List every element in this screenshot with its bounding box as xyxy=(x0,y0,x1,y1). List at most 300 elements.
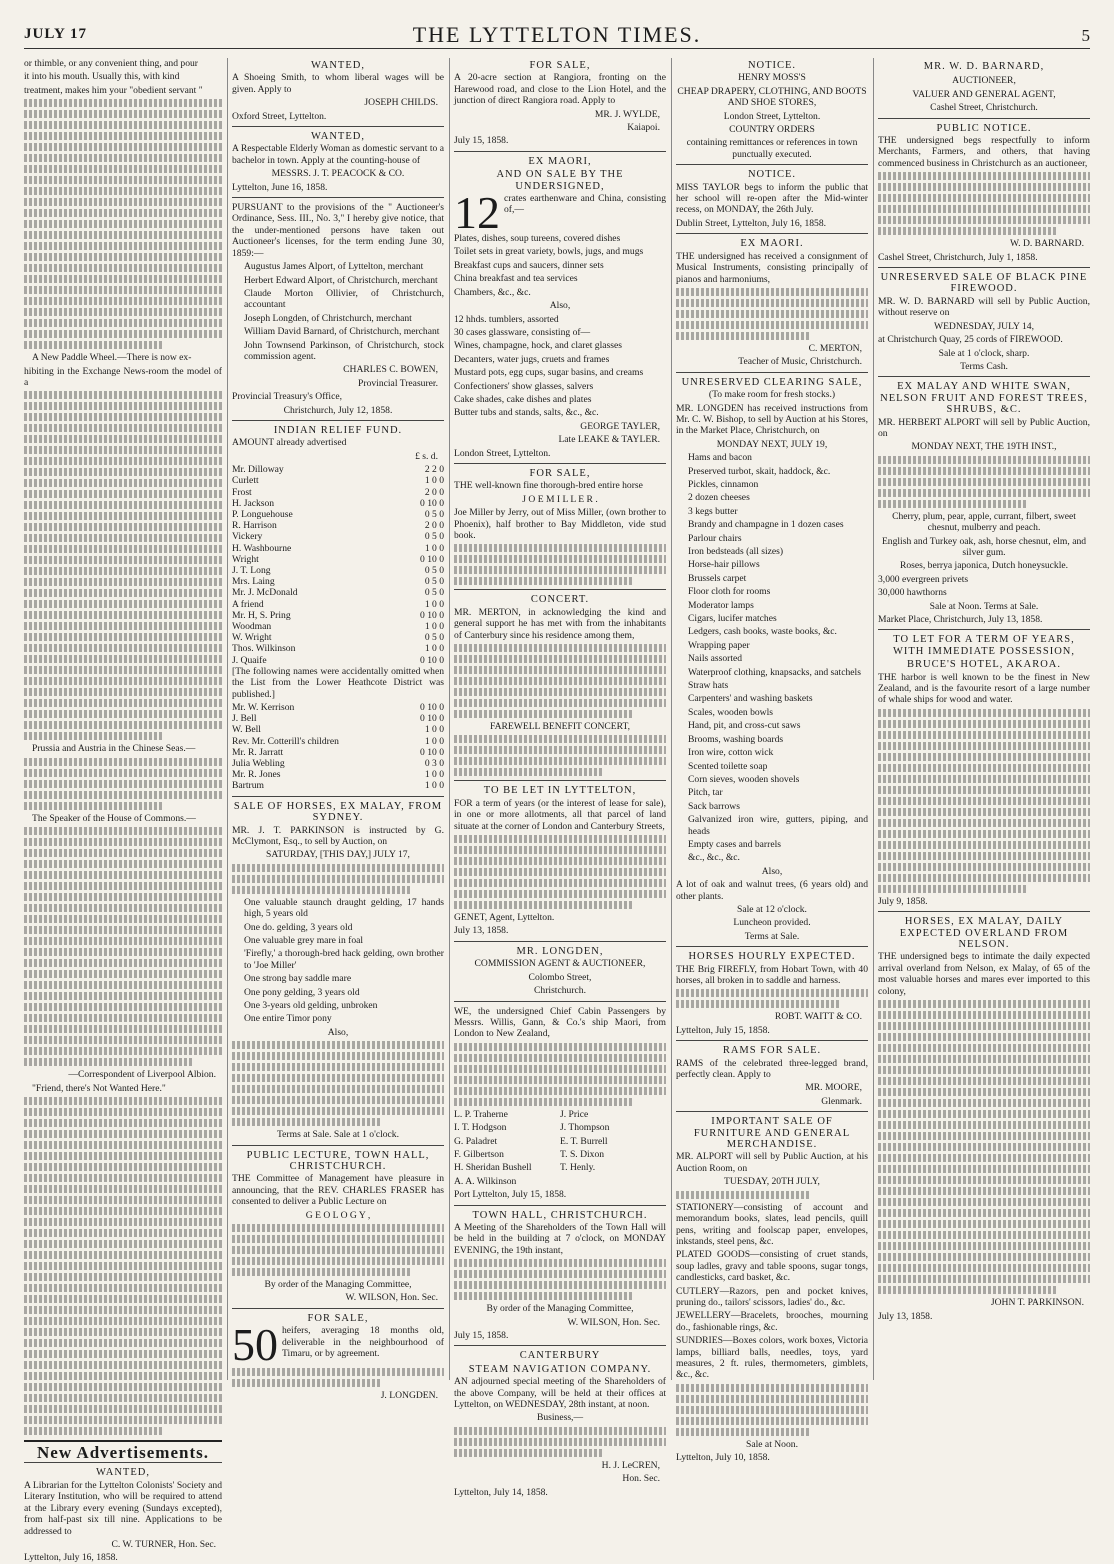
ad-name: HENRY MOSS'S xyxy=(738,72,806,84)
lot-item: Parlour chairs xyxy=(688,532,742,544)
subscription-row xyxy=(232,587,444,598)
ad-signature-title: Teacher of Music, Christchurch. xyxy=(738,356,862,368)
subscription-row xyxy=(232,655,444,666)
lot-item: 3 kegs butter xyxy=(688,505,738,517)
lot-item: Floor cloth for rooms xyxy=(688,586,771,598)
subscription-row xyxy=(232,554,444,565)
subscriber-name: Mr. R. Jarratt xyxy=(232,746,284,758)
subscription-amount: 0 5 0 xyxy=(424,632,444,644)
lot-item: Cigars, lucifer matches xyxy=(688,613,777,625)
subscriber-name: A friend xyxy=(232,598,264,610)
passenger-name: E. T. Burrell xyxy=(560,1135,608,1147)
ad-body: MR. ALPORT will sell by Public Auction, at his Auction Room, on xyxy=(676,1151,868,1174)
lot-item: Brandy and champagne in 1 dozen cases xyxy=(688,519,844,531)
licensee: Herbert Edward Alport, of Christchurch, merchant xyxy=(244,274,438,286)
lot-item: Mustard pots, egg cups, sugar basins, and creams xyxy=(454,367,644,379)
subscriber-name: Mr. W. Kerrison xyxy=(232,702,295,714)
ad-heading: PUBLIC LECTURE, TOWN HALL, CHRISTCHURCH. xyxy=(246,1149,430,1172)
lot-item: Hand, pit, and cross-cut saws xyxy=(688,720,801,732)
subscriber-name: Woodman xyxy=(232,621,272,633)
subscriber-name: P. Longuehouse xyxy=(232,509,293,520)
ad-public-lecture xyxy=(232,1150,444,1304)
ad-town: Christchurch. xyxy=(534,985,586,997)
news-friend xyxy=(24,1083,222,1435)
also-label: Also, xyxy=(327,1026,349,1038)
ad-body: containing remittances or references in town punctually executed. xyxy=(686,137,858,160)
lot-item: 'Firefly,' a thorough-bred hack gelding, own brother to 'Joe Miller' xyxy=(244,948,444,971)
ad-street: London Street, Lyttelton. xyxy=(723,110,821,122)
lot-item: CUTLERY—Razors, pen and pocket knives, pruning do., tailors' scissors, ladies' do., &c. xyxy=(676,1285,868,1308)
lot-item: One do. gelding, 3 years old xyxy=(244,921,353,933)
ad-name: BRUCE'S HOTEL, AKAROA. xyxy=(907,659,1061,671)
ad-title: VALUER AND GENERAL AGENT, xyxy=(912,88,1056,100)
subscription-amount: 0 5 0 xyxy=(424,576,444,588)
section-heading-new-advertisements: New Advertisements. xyxy=(37,1443,209,1463)
ad-heading: TOWN HALL, CHRISTCHURCH. xyxy=(472,1209,648,1221)
lot-item: 3,000 evergreen privets xyxy=(878,573,969,585)
ad-heading: UNRESERVED SALE OF BLACK PINE FIREWOOD. xyxy=(880,272,1088,295)
lot-item: English and Turkey oak, ash, horse chesnut, elm, and silver gum. xyxy=(881,535,1087,558)
ad-signature-title: Late LEAKE & TAYLER. xyxy=(558,434,660,446)
passenger-names xyxy=(454,1109,666,1189)
subscription-amount: 0 10 0 xyxy=(420,553,444,565)
ad-henry-moss xyxy=(676,60,868,160)
ad-heading: WANTED, xyxy=(311,60,365,71)
ad-signature: H. J. LeCREN, xyxy=(601,1459,660,1471)
news-lead: Prussia and Austria in the Chinese Seas.— xyxy=(32,743,196,755)
ad-shoeing-smith xyxy=(232,60,444,122)
ad-body: RAMS of the celebrated three-legged brand, perfectly clean. Apply to xyxy=(676,1057,868,1081)
ad-heading: NOTICE. xyxy=(747,60,797,71)
ad-heading: WANTED, xyxy=(96,1467,150,1479)
ad-date: Lyttelton, July 10, 1858. xyxy=(676,1452,770,1464)
lot-item: Iron wire, cotton wick xyxy=(688,747,774,759)
lot-item: Brooms, washing boards xyxy=(688,733,784,745)
lot-item: Corn sieves, wooden shovels xyxy=(688,773,800,785)
lot-item: China breakfast and tea services xyxy=(454,273,578,285)
passenger-name: I. T. Hodgson xyxy=(454,1122,507,1134)
ad-street: Colombo Street, xyxy=(528,971,592,983)
news-prussia xyxy=(24,743,222,809)
ad-body: AMOUNT already advertised xyxy=(232,437,347,449)
ad-sale-of-horses xyxy=(232,801,444,1141)
lot-item: Sack barrows xyxy=(688,800,740,812)
subscription-row xyxy=(232,747,444,758)
ad-heading: SALE OF HORSES, EX MALAY, FROM SYDNEY. xyxy=(233,800,443,824)
ad-body: FOR a term of years (or the interest of lease for sale), in one or more allotments, all that parcel of land situate at the corner of London and Canterbury Streets, xyxy=(454,797,666,832)
subscription-amount: 1 0 0 xyxy=(424,735,444,747)
ad-body: WE, the undersigned Chief Cabin Passengers by Messrs. Willis, Gann, & Co.'s ship Maori, from London to New Zealand, xyxy=(454,1005,666,1040)
ad-bruces-hotel xyxy=(878,634,1090,907)
subscription-row xyxy=(232,713,444,724)
ad-joe-miller xyxy=(454,468,666,585)
column-rule xyxy=(449,58,450,1380)
ad-fruit-trees xyxy=(878,381,1090,625)
ad-heading: HORSES HOURLY EXPECTED. xyxy=(688,951,856,963)
subscription-row xyxy=(232,520,444,531)
sale-lunch: Luncheon provided. xyxy=(733,917,811,929)
subscription-amount: 1 0 0 xyxy=(424,769,444,781)
subscription-amount: 0 10 0 xyxy=(420,713,444,725)
subscription-row xyxy=(232,475,444,486)
lot-item: Confectioners' show glasses, salvers xyxy=(454,380,594,392)
ad-cabin-passengers xyxy=(454,1006,666,1201)
subscriber-name: H. Jackson xyxy=(232,497,275,509)
ad-body: THE harbor is well known to be the finest in New Zealand, and is the favourite resort of a large number of whale ships for wood and water. xyxy=(878,671,1090,706)
ad-date: Christchurch, July 12, 1858. xyxy=(283,404,393,416)
subscription-row xyxy=(232,531,444,542)
ad-signature: CHARLES C. BOWEN, xyxy=(343,364,438,376)
ad-heading: MR. LONGDEN, xyxy=(516,945,604,957)
page-number: 5 xyxy=(1081,26,1090,45)
lot-item: Decanters, water jugs, cruets and frames xyxy=(454,353,610,365)
story-line: treatment, makes him your "obedient servant " xyxy=(24,84,203,96)
subscription-row xyxy=(232,758,444,769)
subscription-list xyxy=(232,464,444,666)
lot-item: Preserved turbot, skait, haddock, &c. xyxy=(688,465,831,477)
subscription-amount: 1 0 0 xyxy=(424,542,444,554)
ad-body: A Respectable Elderly Woman as domestic servant to a bachelor in town. Apply at the counting-house of xyxy=(232,143,444,166)
ad-body: PURSUANT to the provisions of the " Auctioneer's Ordinance, Sess. III., No. 3," I hereby give notice, that the under-mentioned persons have taken out Auctioneer's licenses, for the term ending June 30, 1859:— xyxy=(232,202,444,259)
ad-signature: W. WILSON, Hon. Sec. xyxy=(345,1292,438,1304)
passenger-name: L. P. Traherne xyxy=(454,1108,508,1120)
ad-heading: UNRESERVED CLEARING SALE, xyxy=(681,376,863,388)
lot-item: SUNDRIES—Boxes colors, work boxes, Victoria lamps, billiard balls, needles, toys, yard measures, 2 ft. rules, thermometers, gimblets, &c., &c. xyxy=(676,1335,868,1381)
ad-heifers xyxy=(232,1313,444,1402)
issue-date: JULY 17 xyxy=(24,26,87,42)
ad-miss-taylor xyxy=(676,169,868,229)
subscriber-name: Frost xyxy=(232,486,252,498)
licensee: Claude Morton Ollivier, of Christchurch, accountant xyxy=(244,287,444,311)
ad-to-let-lyttelton xyxy=(454,785,666,936)
subscription-row xyxy=(232,464,444,475)
ad-librarian xyxy=(24,1467,222,1563)
lot-item: Brussels carpet xyxy=(688,572,747,584)
ad-body: MR. J. T. PARKINSON is instructed by G. McClymont, Esq., to sell by Auction, on xyxy=(232,824,444,847)
lecture-topic: G E O L O G Y , xyxy=(305,1209,371,1221)
lot-item: Hams and bacon xyxy=(688,452,752,464)
ad-earthenware xyxy=(454,156,666,459)
lot-item: One valuable grey mare in foal xyxy=(244,934,364,946)
ad-body: MR. W. D. BARNARD will sell by Public Auction, without reserve on xyxy=(878,295,1090,319)
masthead xyxy=(24,22,1090,49)
subscriber-name: W. Wright xyxy=(232,632,272,644)
business-label: Business,— xyxy=(536,1412,584,1424)
ad-order: By order of the Managing Committee, xyxy=(486,1303,634,1315)
lot-item: Horse-hair pillows xyxy=(688,559,760,571)
ad-horses-hourly xyxy=(676,951,868,1036)
ad-heading: TO BE LET IN LYTTELTON, xyxy=(483,785,637,797)
subscription-row xyxy=(232,487,444,498)
ad-heading: FOR SALE, xyxy=(307,1312,369,1324)
ad-heading: CONCERT. xyxy=(530,594,590,606)
ad-date: Cashel Street, Christchurch, July 1, 1858. xyxy=(878,251,1038,263)
ad-order: By order of the Managing Committee, xyxy=(264,1279,412,1291)
subscriber-name: Mr. J. McDonald xyxy=(232,587,298,599)
ad-indian-relief-fund xyxy=(232,425,444,792)
subscription-row xyxy=(232,780,444,791)
ad-body: MISS TAYLOR begs to inform the public that her school will re-open after the Mid-winter recess, on MONDAY, the 26th July. xyxy=(676,181,868,216)
subscription-row xyxy=(232,632,444,643)
ad-heading: WANTED, xyxy=(311,131,365,143)
subscription-amount: 0 5 0 xyxy=(424,565,444,577)
ad-date: Lyttelton, June 16, 1858. xyxy=(232,181,328,193)
ad-signature: JOHN T. PARKINSON. xyxy=(990,1297,1084,1309)
lot-item: Ledgers, cash books, waste books, &c. xyxy=(688,626,837,638)
horse-name: J O E M I L L E R . xyxy=(522,493,598,505)
ad-firewood xyxy=(878,272,1090,372)
ad-signature: GENET, Agent, Lyttelton. xyxy=(454,912,555,924)
passenger-name: J. Price xyxy=(560,1108,589,1120)
subscription-row xyxy=(232,724,444,735)
column-3 xyxy=(454,58,666,1498)
ad-signature-title: Hon. Sec. xyxy=(622,1473,660,1485)
ad-heading: HORSES, EX MALAY, DAILY EXPECTED OVERLAND FROM NELSON. xyxy=(899,916,1069,951)
ad-body: A Shoeing Smith, to whom liberal wages will be given. Apply to xyxy=(232,72,444,95)
lot-item: Wines, champagne, hock, and claret glasses xyxy=(454,340,622,352)
ad-date: Lyttelton, July 14, 1858. xyxy=(454,1486,548,1498)
lot-item: Toilet sets in great variety, bowls, jugs, and mugs xyxy=(454,246,644,258)
subscriber-name: J. Quaife xyxy=(232,654,267,666)
ad-steam-navigation xyxy=(454,1350,666,1498)
newspaper-title: THE LYTTELTON TIMES. xyxy=(412,22,702,47)
ad-signature: ROBT. WAITT & CO. xyxy=(774,1011,862,1023)
ad-body: THE undersigned begs to intimate the daily expected arrival overland from Nelson, ex Malay, of 65 of the most valuable horses and mares ever imported to this colony, xyxy=(878,951,1090,997)
ad-signature: J. LONGDEN. xyxy=(380,1390,438,1402)
ad-date: July 9, 1858. xyxy=(878,895,928,907)
subscription-row xyxy=(232,565,444,576)
licensee: Joseph Longden, of Christchurch, merchant xyxy=(244,312,412,324)
subscriber-name: J. Bell xyxy=(232,713,257,725)
subscription-amount: 0 5 0 xyxy=(424,587,444,599)
subscriber-name: Mr. R. Jones xyxy=(232,769,281,781)
subscription-row xyxy=(232,736,444,747)
ad-body: MR. HERBERT ALPORT will sell by Public Auction, on xyxy=(878,416,1090,439)
sale-day: MONDAY NEXT, THE 19TH INST., xyxy=(911,441,1057,453)
ad-subheading: (To make room for fresh stocks.) xyxy=(708,389,836,401)
subscriber-name: Curlett xyxy=(232,475,259,487)
subscription-amount: 0 10 0 xyxy=(420,497,444,509)
subscriber-name: Julia Webling xyxy=(232,758,285,770)
lot-item: PLATED GOODS—consisting of cruet stands, soup ladles, gravy and table spoons, sugar tongs, candlesticks, card basket, &c. xyxy=(676,1249,868,1284)
lot-item: 12 hhds. tumblers, assorted xyxy=(454,313,559,325)
ad-body: A Librarian for the Lyttelton Colonists' Society and Literary Institution, who will be required to attend at the Library every evening (Sundays excepted), from half-past six till nine. Applications to be addressed to xyxy=(24,1479,222,1537)
lot-item: One valuable staunch draught gelding, 17 hands high, 5 years old xyxy=(244,896,444,920)
story-line: it into his mouth. Usually this, with kind xyxy=(24,71,180,83)
also-label: Also, xyxy=(549,300,571,312)
column-4 xyxy=(676,58,868,1464)
ad-mr-longden xyxy=(454,946,666,997)
story-line: hibiting in the Exchange News-room the model of a xyxy=(24,365,222,389)
lot-item: JEWELLERY—Bracelets, brooches, mourning do., fashionable rings, &c. xyxy=(676,1310,868,1333)
sale-terms: Terms at Sale. xyxy=(744,930,800,942)
ad-body: THE well-known fine thorough-bred entire horse xyxy=(454,480,643,492)
ad-date: July 13, 1858. xyxy=(878,1310,933,1322)
ad-body: THE undersigned begs respectfully to inform Merchants, Farmers, and others, that having commenced business in Christchurch as an auctioneer, xyxy=(878,135,1090,169)
ad-body: A lot of oak and walnut trees, (6 years old) and other plants. xyxy=(676,879,868,902)
ad-note: [The following names were accidentally omitted when the List from the Lower Heathcote District was published.] xyxy=(232,665,444,700)
ad-date: July 15, 1858. xyxy=(454,1330,509,1341)
ad-subheading: STEAM NAVIGATION COMPANY. xyxy=(468,1363,652,1375)
subscriber-name: R. Harrison xyxy=(232,520,277,532)
sale-day: WEDNESDAY, JULY 14, xyxy=(934,320,1034,332)
news-story xyxy=(24,58,222,349)
lot-item: One 3-years old gelding, unbroken xyxy=(244,999,378,1011)
lot-item: Pitch, tar xyxy=(688,787,723,799)
subscriber-name: J. T. Long xyxy=(232,565,271,577)
ad-date: London Street, Lyttelton. xyxy=(454,447,551,459)
column-2 xyxy=(232,58,444,1402)
ad-furniture-sale xyxy=(676,1116,868,1463)
subscriber-name: Rev. Mr. Cotterill's children xyxy=(232,735,339,747)
ad-heading: NOTICE. xyxy=(747,169,797,181)
passenger-name: H. Sheridan Bushell xyxy=(454,1162,532,1174)
lot-item: One pony gelding, 3 years old xyxy=(244,986,360,998)
subscription-row xyxy=(232,769,444,780)
ad-date: July 15, 1858. xyxy=(454,135,509,147)
subscription-amount: 1 0 0 xyxy=(424,598,444,610)
subscriber-name: Thos. Wilkinson xyxy=(232,643,296,655)
sale-terms: Terms at Sale. Sale at 1 o'clock. xyxy=(276,1129,399,1141)
ad-heading: IMPORTANT SALE OF FURNITURE AND GENERAL MERCHANDISE. xyxy=(693,1116,851,1151)
ad-heading: PUBLIC NOTICE. xyxy=(936,122,1032,134)
ad-signature-title: Provincial Treasurer. xyxy=(358,377,438,389)
lot-item: 30 cases glassware, consisting of— xyxy=(454,326,591,338)
ad-subheading: AND ON SALE BY THE UNDERSIGNED, xyxy=(496,169,624,192)
lot-item: Carpenters' and washing baskets xyxy=(688,693,813,705)
passenger-name: A. A. Wilkinson xyxy=(454,1175,517,1187)
lot-item: 2 dozen cheeses xyxy=(688,492,750,504)
sale-time: Sale at Noon. xyxy=(746,1438,798,1450)
lot-item: 30,000 hawthorns xyxy=(878,587,947,599)
ad-street: Cashel Street, Christchurch. xyxy=(930,102,1038,114)
ad-heading: INDIAN RELIEF FUND. xyxy=(273,424,403,436)
lot-item: Nails assorted xyxy=(688,653,743,665)
ad-town-hall xyxy=(454,1210,666,1342)
ad-body: THE Brig FIREFLY, from Hobart Town, with 40 horses, all broken in to saddle and harness. xyxy=(676,963,868,986)
passenger-name: J. Thompson xyxy=(560,1122,610,1134)
ad-heading: TO LET FOR A TERM OF YEARS, WITH IMMEDIATE POSSESSION, xyxy=(892,634,1076,657)
subscription-amount: 1 0 0 xyxy=(424,780,444,792)
subscription-amount: 0 10 0 xyxy=(420,702,444,714)
ad-horses-nelson xyxy=(878,916,1090,1322)
sale-terms: Terms Cash. xyxy=(960,360,1008,372)
sale-day: TUESDAY, 20TH JULY, xyxy=(724,1176,820,1188)
news-lead: The Speaker of the House of Commons.— xyxy=(32,812,196,824)
subscription-list-omitted xyxy=(232,702,444,792)
ad-signature-place: Glenmark. xyxy=(821,1095,862,1107)
ad-heading: EX MAORI, xyxy=(528,155,592,167)
ad-body: heifers, averaging 18 months old, deliverable in the neighbourhood of Timaru, or by agreement. xyxy=(282,1325,444,1360)
subscription-amount: 1 0 0 xyxy=(424,475,444,487)
ad-signature: GEORGE TAYLER, xyxy=(580,420,660,432)
subscription-amount: 0 10 0 xyxy=(420,746,444,758)
subscription-row xyxy=(232,643,444,654)
column-5 xyxy=(878,58,1090,1380)
passenger-name: G. Paladret xyxy=(454,1135,498,1147)
ad-body: at Christchurch Quay, 25 cords of FIREWOOD. xyxy=(878,334,1063,346)
subscription-amount: 2 0 0 xyxy=(424,520,444,532)
sale-day: MONDAY NEXT, JULY 19, xyxy=(716,438,828,450)
column-rule xyxy=(873,58,874,1380)
lot-item: Galvanized iron wire, gutters, piping, and heads xyxy=(688,814,868,837)
lot-item: Moderator lamps xyxy=(688,599,754,611)
subscription-row xyxy=(232,509,444,520)
lot-item: Pickles, cinnamon xyxy=(688,478,759,490)
ad-signature: C. MERTON, xyxy=(808,342,862,354)
subscription-amount: 0 5 0 xyxy=(424,531,444,543)
ad-body: crates earthenware and China, consisting of,— xyxy=(504,193,666,216)
lot-item: Iron bedsteads (all sizes) xyxy=(688,546,784,557)
subscription-amount: 0 10 0 xyxy=(420,654,444,666)
ad-place: Oxford Street, Lyttelton. xyxy=(232,110,327,122)
subscriber-name: Mr. Dilloway xyxy=(232,464,284,476)
licensee: William David Barnard, of Christchurch, merchant xyxy=(244,326,440,338)
sale-time: Sale at 12 o'clock. xyxy=(737,903,807,915)
concert-name: FAREWELL BENEFIT CONCERT, xyxy=(489,721,631,733)
column-rule xyxy=(227,58,228,1380)
subscriber-name: Wright xyxy=(232,553,259,565)
ad-subheading: COUNTRY ORDERS xyxy=(729,124,815,136)
ad-heading: FOR SALE, xyxy=(529,467,591,479)
ad-date: Lyttelton, July 16, 1858. xyxy=(24,1552,118,1564)
ad-musical-instruments xyxy=(676,238,868,367)
lot-item: Empty cases and barrels xyxy=(688,838,781,850)
subscriber-name: Mr. H, S. Pring xyxy=(232,609,291,621)
passenger-name: T. Henly. xyxy=(560,1162,596,1174)
lot-item: Plates, dishes, soup tureens, covered dishes xyxy=(454,233,621,245)
ad-heading: RAMS FOR SALE. xyxy=(722,1045,822,1057)
news-speaker xyxy=(24,813,222,1081)
licensee: Augustus James Alport, of Lyttelton, merchant xyxy=(244,261,424,273)
ad-body: MR. MERTON, in acknowledging the kind and general support he has met with from the inhabitants of Canterbury since his residence among them, xyxy=(454,606,666,641)
ad-firm: MESSRS. J. T. PEACOCK & CO. xyxy=(271,168,405,180)
ad-date: Dublin Street, Lyttelton, July 16, 1858. xyxy=(676,217,827,229)
lot-item: Cake shades, cake dishes and plates xyxy=(454,393,592,405)
lot-item: One strong bay saddle mare xyxy=(244,973,352,985)
ad-name: MR. W. D. BARNARD, xyxy=(923,61,1045,72)
lot-item: Waterproof clothing, knapsacks, and satchels xyxy=(688,666,861,678)
lot-list xyxy=(676,452,868,864)
lot-item: Straw hats xyxy=(688,680,729,692)
ad-signature: W. D. BARNARD. xyxy=(1009,238,1084,250)
subscription-row xyxy=(232,576,444,587)
subscription-amount: 1 0 0 xyxy=(424,621,444,633)
news-paddle-wheel xyxy=(24,352,222,740)
subscription-row xyxy=(232,702,444,713)
subscription-amount: 2 0 0 xyxy=(424,486,444,498)
heifer-count: 50 xyxy=(232,1319,278,1371)
subscription-row xyxy=(232,621,444,632)
ad-date: Lyttelton, July 15, 1858. xyxy=(676,1024,770,1036)
ad-title: AUCTIONEER, xyxy=(952,75,1016,87)
ad-body: THE Committee of Management have pleasure in announcing, that the REV. CHARLES FRASER has consented to deliver a Public Lecture on xyxy=(232,1173,444,1208)
subscriber-name: Mrs. Laing xyxy=(232,576,275,588)
lot-item: Scented toilette soap xyxy=(688,760,768,772)
lot-item: STATIONERY—consisting of account and memorandum books, slates, lead pencils, quill pens, writing and foolscap paper, envelopes, inkstands, steel pens, &c. xyxy=(676,1201,868,1247)
subscriber-name: Bartrum xyxy=(232,780,264,792)
ad-heading: EX MAORI. xyxy=(740,238,804,250)
subscription-amount: 0 5 0 xyxy=(424,509,444,520)
sale-terms: Sale at Noon. Terms at Sale. xyxy=(929,600,1039,612)
column-1 xyxy=(24,58,222,1564)
passenger-name: T. S. Dixon xyxy=(560,1148,605,1160)
subscriber-name: H. Washbourne xyxy=(232,542,292,554)
licensee: John Townsend Parkinson, of Christchurch, stock commission agent. xyxy=(244,339,444,362)
ad-signature: JOSEPH CHILDS. xyxy=(364,97,438,109)
currency-header: £ s. d. xyxy=(415,450,438,462)
ad-body: MR. LONGDEN has received instructions from Mr. C. W. Bishop, to sell by Auction at his Stores, in the Market Place, Christchurch, on xyxy=(676,402,868,437)
